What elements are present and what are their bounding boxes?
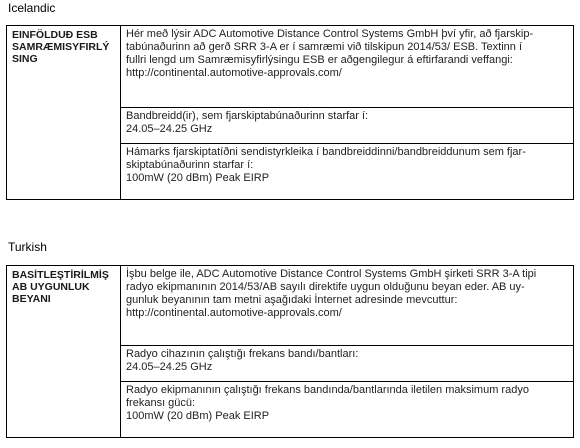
declaration-heading [7, 266, 121, 438]
table-row [7, 266, 574, 346]
heading-line: BASİTLEŞTİRİLMİŞ [12, 269, 109, 281]
band-value: 24.05–24.25 GHz [126, 123, 213, 135]
declaration-heading [7, 26, 121, 200]
max-power-cell [121, 144, 574, 200]
frequency-band-cell [121, 108, 574, 144]
max-power-cell [121, 382, 574, 438]
heading-line: BEYANI [12, 293, 51, 305]
power-value: 100mW (20 dBm) Peak EIRP [126, 410, 270, 422]
heading-line: EINFÖLDUÐ ESB [12, 29, 98, 41]
declaration-table [6, 265, 574, 438]
power-label: skiptabúnaðurinn starfar í: [126, 159, 254, 171]
declaration-line: gunluk beyanının tam metni aşağıdaki İnternet adresinde mevcuttur: [126, 294, 458, 306]
heading-line: SAMRÆMISYFIRLÝ [12, 41, 110, 53]
section-language-label: Turkish [8, 240, 47, 254]
section-language-label: Icelandic [8, 1, 56, 15]
declaration-url: http://continental.automotive-approvals.com/ [126, 67, 342, 79]
band-value: 24.05–24.25 GHz [126, 361, 213, 373]
declaration-table [6, 25, 574, 200]
frequency-band-cell [121, 346, 574, 382]
declaration-line: tabúnaðurinn að gerð SRR 3-A er í samræmi við tilskipun 2014/53/ ESB. Textinn í [126, 41, 523, 53]
declaration-line: radyo ekipmanının 2014/53/AB sayılı direktife uygun olduğunu beyan eder. AB uy- [126, 281, 525, 293]
band-label: Radyo cihazının çalıştığı frekans bandı/bantları: [126, 348, 359, 360]
declaration-url: http://continental.automotive-approvals.com/ [126, 307, 342, 319]
declaration-line: fullri lengd um Samræmisyfirlýsingu ESB er aðgengilegur á eftirfarandi veffangi: [126, 54, 513, 66]
power-label: frekansı gücü: [126, 397, 196, 409]
band-label: Bandbreidd(ir), sem fjarskiptabúnaðurinn starfar í: [126, 110, 369, 122]
power-label: Radyo ekipmanının çalıştığı frekans bandında/bantlarında iletilen maksimum radyo [126, 384, 529, 396]
declaration-line: Hér með lýsir ADC Automotive Distance Control Systems GmbH því yfir, að fjarskip- [126, 28, 534, 40]
power-value: 100mW (20 dBm) Peak EIRP [126, 172, 270, 184]
heading-line: SING [12, 53, 38, 65]
declaration-text-cell [121, 26, 574, 108]
power-label: Hámarks fjarskiptatíðni sendistyrkleika í bandbreiddinni/bandbreiddunum sem fjar- [126, 146, 526, 158]
heading-line: AB UYGUNLUK [12, 281, 90, 293]
declaration-text-cell [121, 266, 574, 346]
table-row [7, 26, 574, 108]
declaration-line: İşbu belge ile, ADC Automotive Distance Control Systems GmbH şirketi SRR 3-A tipi [126, 268, 537, 280]
